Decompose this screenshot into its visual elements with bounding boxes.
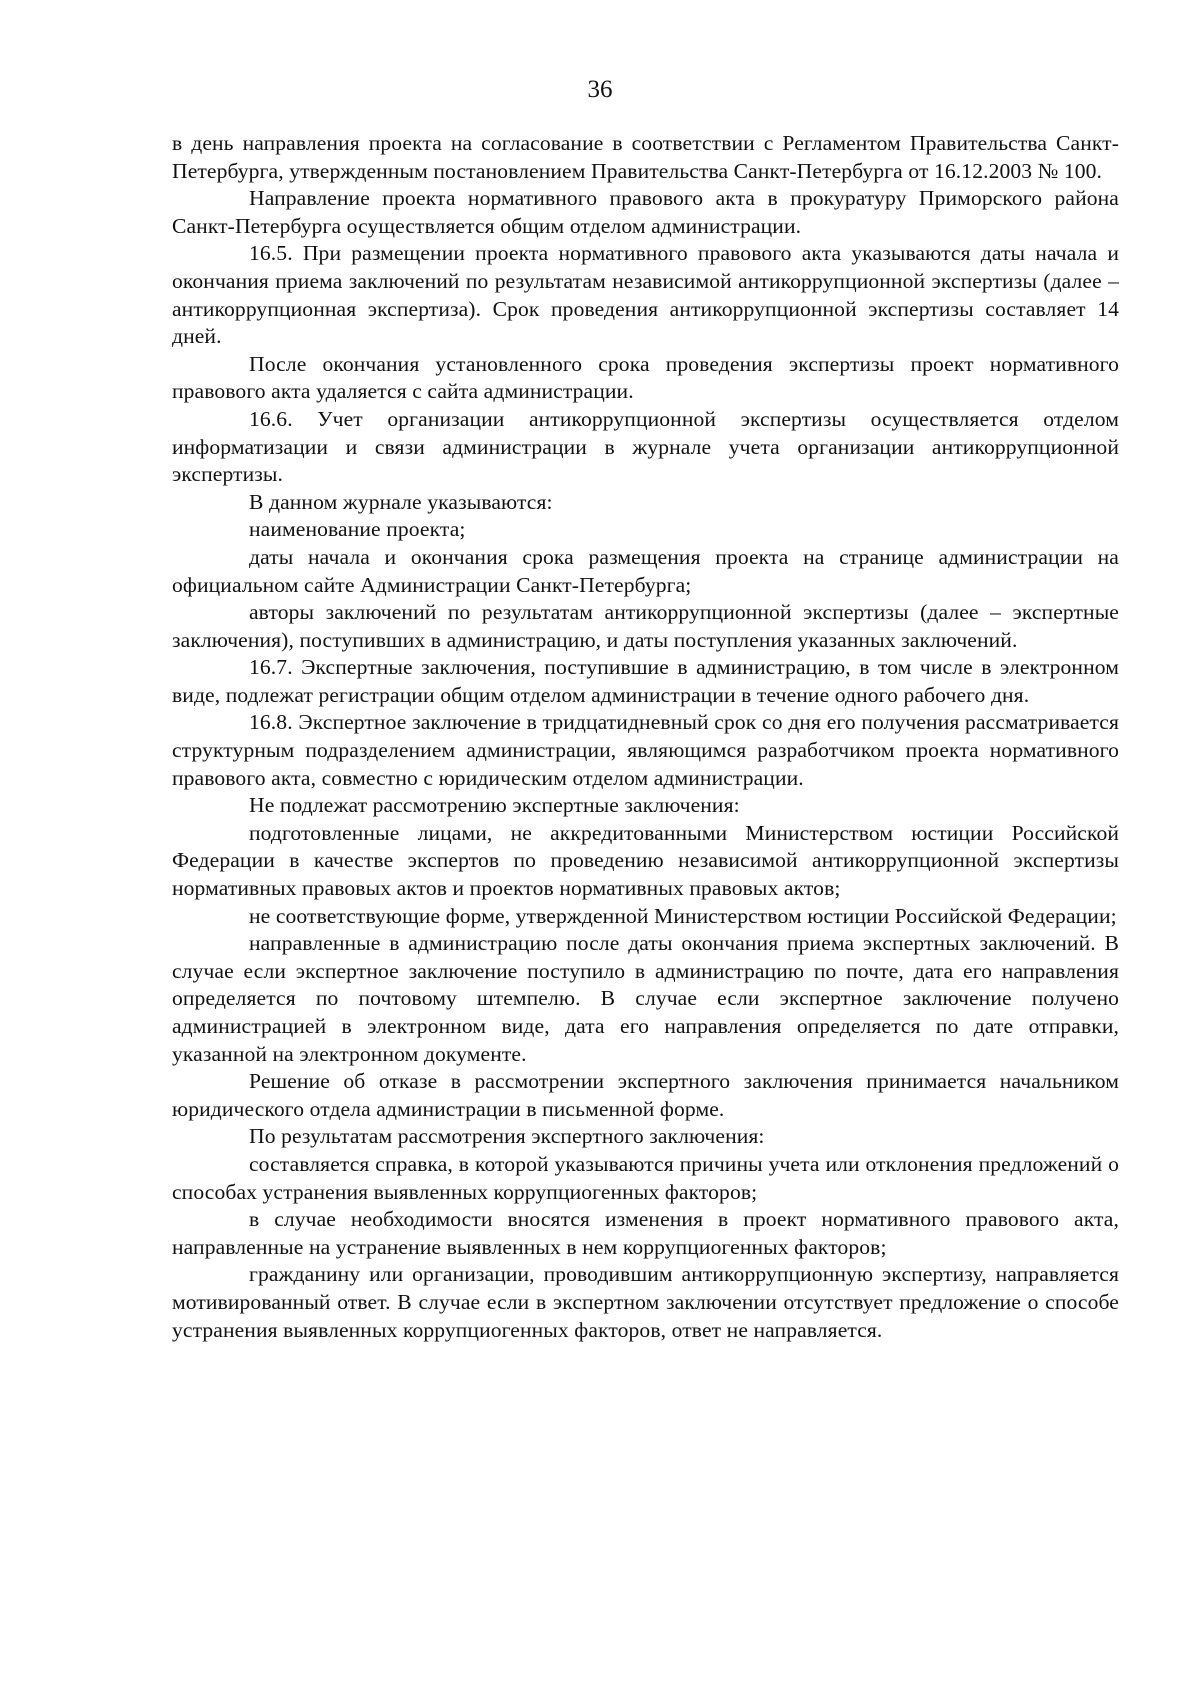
list-item: направленные в администрацию после даты окончания приема экспертных заключений. В случае если экспертное заключение поступило в администрацию по почте, дата его направления определяется по почтовому штемпелю. В случае если экспертное заключение получено администрацией в электронном виде, дата его направления определяется по дате отправки, указанной на электронном документе.: [172, 931, 1119, 1066]
list-item: авторы заключений по результатам антикоррупционной экспертизы (далее – экспертные заключения), поступивших в администрацию, и даты поступления указанных заключений.: [172, 600, 1119, 652]
list-item: составляется справка, в которой указываются причины учета или отклонения предложений о способах устранения выявленных коррупциогенных факторов;: [172, 1151, 1119, 1204]
paragraph-16-5: 16.5. При размещении проекта нормативного правового акта указываются даты начала и окончания приема заключений по результатам независимой антикоррупционной экспертизы (далее – антикоррупционная экспертиза). Срок проведения антикоррупционной экспертизы составляет 14 дней.: [172, 241, 1119, 349]
paragraph: Направление проекта нормативного правового акта в прокуратуру Приморского района Санкт-Петербурга осуществляется общим отделом администрации.: [172, 186, 1119, 238]
document-body: [172, 130, 1119, 1344]
paragraph-16-8: 16.8. Экспертное заключение в тридцатидневный срок со дня его получения рассматривается структурным подразделением администрации, являющимся разработчиком проекта нормативного правового акта, совместно с юридическим отделом администрации.: [172, 710, 1119, 790]
paragraph-continuation: в день направления проекта на согласование в соответствии с Регламентом Правительства Санкт-Петербурга, утвержденным постановлением Правительства Санкт-Петербурга от 16.12.2003 № 100.: [172, 131, 1119, 183]
list-item: гражданину или организации, проводившим антикоррупционную экспертизу, направляется мотивированный ответ. В случае если в экспертном заключении отсутствует предложение о способе устранения выявленных коррупциогенных факторов, ответ не направляется.: [172, 1262, 1119, 1342]
paragraph-16-6: 16.6. Учет организации антикоррупционной экспертизы осуществляется отделом информатизации и связи администрации в журнале учета организации антикоррупционной экспертизы.: [172, 406, 1119, 487]
paragraph: По результатам рассмотрения экспертного заключения:: [249, 1124, 765, 1149]
page-number: 36: [587, 76, 613, 103]
paragraph: В данном журнале указываются:: [249, 489, 553, 514]
paragraph-16-7: 16.7. Экспертные заключения, поступившие в администрацию, в том числе в электронном виде, подлежат регистрации общим отделом администрации в течение одного рабочего дня.: [172, 655, 1119, 707]
list-item: подготовленные лицами, не аккредитованными Министерством юстиции Российской Федерации в качестве экспертов по проведению независимой антикоррупционной экспертизы нормативных правовых актов и проектов нормативных правовых актов;: [172, 820, 1119, 901]
list-item: даты начала и окончания срока размещения проекта на странице администрации на официальном сайте Администрации Санкт-Петербурга;: [172, 544, 1119, 597]
paragraph: Решение об отказе в рассмотрении экспертного заключения принимается начальником юридического отдела администрации в письменной форме.: [172, 1069, 1119, 1121]
paragraph: После окончания установленного срока проведения экспертизы проект нормативного правового акта удаляется с сайта администрации.: [172, 351, 1119, 404]
list-item: не соответствующие форме, утвержденной Министерством юстиции Российской Федерации;: [249, 903, 1117, 928]
list-item: наименование проекта;: [249, 517, 466, 542]
list-item: в случае необходимости вносятся изменения в проект нормативного правового акта, направленные на устранение выявленных в нем коррупциогенных факторов;: [172, 1207, 1119, 1259]
paragraph: Не подлежат рассмотрению экспертные заключения:: [249, 793, 740, 818]
